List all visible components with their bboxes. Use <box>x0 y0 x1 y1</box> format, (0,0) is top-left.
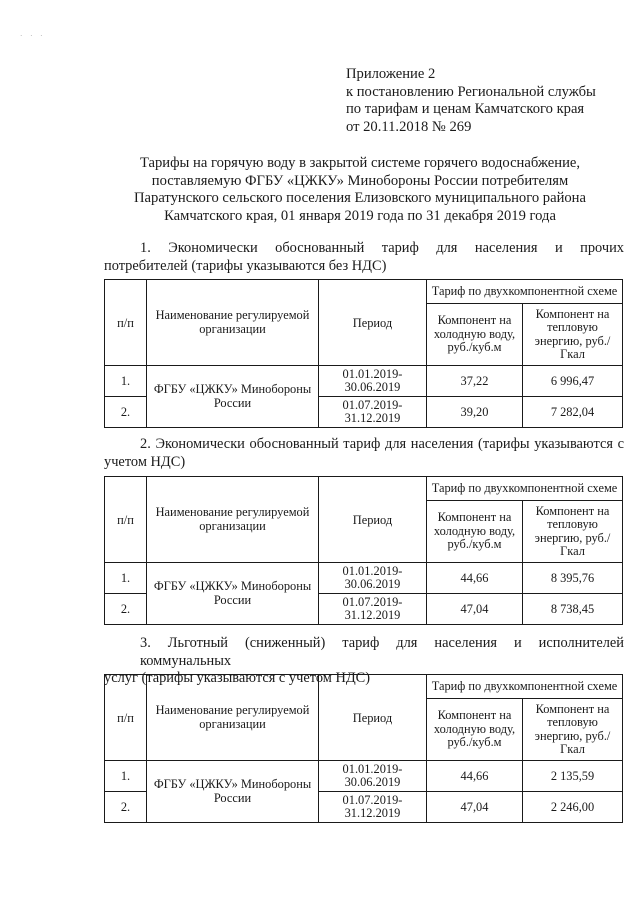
appendix-line: к постановлению Региональной службы <box>346 83 596 100</box>
section-heading-line: 1. Экономически обоснованный тариф для населения и прочих <box>140 240 624 256</box>
row-num: 2. <box>105 594 147 625</box>
appendix-line: от 20.11.2018 № 269 <box>346 118 472 135</box>
row-num: 2. <box>105 792 147 823</box>
row-heat-value: 8 395,76 <box>523 563 623 594</box>
table-row <box>105 366 623 397</box>
title-line: Камчатского края, 01 января 2019 года по 31 декабря 2019 года <box>164 207 556 224</box>
row-period: 01.01.2019-30.06.2019 <box>319 563 427 594</box>
row-num: 1. <box>105 563 147 594</box>
header-heat-energy: Компонент на тепловую энергию, руб./Гкал <box>523 304 623 366</box>
header-organization: Наименование регулируемой организации <box>147 477 319 563</box>
row-num: 1. <box>105 761 147 792</box>
row-cold-value: 39,20 <box>427 397 523 428</box>
section-heading-line: 2. Экономически обоснованный тариф для населения (тарифы указываются с <box>140 436 624 452</box>
section-heading <box>104 436 624 471</box>
row-cold-value: 47,04 <box>427 792 523 823</box>
row-heat-value: 2 246,00 <box>523 792 623 823</box>
header-cold-water: Компонент на холодную воду, руб./куб.м <box>427 699 523 761</box>
appendix-line: Приложение 2 <box>346 66 436 82</box>
row-heat-value: 8 738,45 <box>523 594 623 625</box>
row-period: 01.07.2019-31.12.2019 <box>319 397 427 428</box>
header-scheme: Тариф по двухкомпонентной схеме <box>427 477 623 501</box>
row-cold-value: 44,66 <box>427 563 523 594</box>
header-heat-energy: Компонент на тепловую энергию, руб./Гкал <box>523 699 623 761</box>
row-num: 1. <box>105 366 147 397</box>
header-cold-water: Компонент на холодную воду, руб./куб.м <box>427 501 523 563</box>
section-heading-line: услуг (тарифы указываются с учетом НДС) <box>104 670 371 686</box>
tariff-table <box>104 674 623 823</box>
row-heat-value: 2 135,59 <box>523 761 623 792</box>
header-num: п/п <box>105 675 147 761</box>
title-line: поставляемую ФГБУ «ЦЖКУ» Минобороны России потребителям <box>151 172 569 189</box>
header-num: п/п <box>105 477 147 563</box>
header-num: п/п <box>105 280 147 366</box>
document-title <box>100 155 620 225</box>
row-cold-value: 37,22 <box>427 366 523 397</box>
row-heat-value: 7 282,04 <box>523 397 623 428</box>
appendix-block <box>346 66 626 136</box>
organization-name: ФГБУ «ЦЖКУ» Минобороны России <box>147 563 319 625</box>
row-num: 2. <box>105 397 147 428</box>
tariff-table <box>104 476 623 625</box>
section-heading-line: потребителей (тарифы указываются без НДС) <box>104 257 387 274</box>
row-heat-value: 6 996,47 <box>523 366 623 397</box>
organization-name: ФГБУ «ЦЖКУ» Минобороны России <box>147 366 319 428</box>
header-period: Период <box>319 675 427 761</box>
header-scheme: Тариф по двухкомпонентной схеме <box>427 675 623 699</box>
header-scheme: Тариф по двухкомпонентной схеме <box>427 280 623 304</box>
row-period: 01.01.2019-30.06.2019 <box>319 366 427 397</box>
header-heat-energy: Компонент на тепловую энергию, руб./Гкал <box>523 501 623 563</box>
row-period: 01.07.2019-31.12.2019 <box>319 792 427 823</box>
title-line: Паратунского сельского поселения Елизовского муниципального района <box>134 190 586 206</box>
section-heading <box>104 240 624 275</box>
row-period: 01.07.2019-31.12.2019 <box>319 594 427 625</box>
header-cold-water: Компонент на холодную воду, руб./куб.м <box>427 304 523 366</box>
tariff-table <box>104 279 623 428</box>
header-organization: Наименование регулируемой организации <box>147 280 319 366</box>
row-cold-value: 44,66 <box>427 761 523 792</box>
header-organization: Наименование регулируемой организации <box>147 675 319 761</box>
organization-name: ФГБУ «ЦЖКУ» Минобороны России <box>147 761 319 823</box>
table-row <box>105 563 623 594</box>
section-heading-line: учетом НДС) <box>104 453 186 470</box>
scan-specks: · · · <box>20 32 46 40</box>
header-period: Период <box>319 280 427 366</box>
appendix-line: по тарифам и ценам Камчатского края <box>346 101 585 117</box>
row-period: 01.01.2019-30.06.2019 <box>319 761 427 792</box>
row-cold-value: 47,04 <box>427 594 523 625</box>
header-period: Период <box>319 477 427 563</box>
table-row <box>105 761 623 792</box>
title-line: Тарифы на горячую воду в закрытой системе горячего водоснабжение, <box>139 155 581 171</box>
section-heading-line: 3. Льготный (сниженный) тариф для населения и исполнителей коммунальных <box>140 635 624 669</box>
